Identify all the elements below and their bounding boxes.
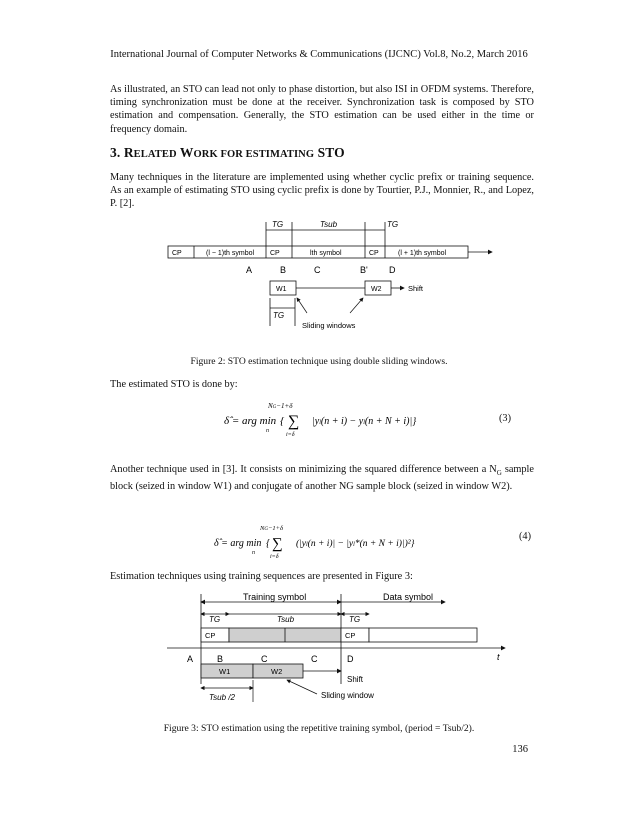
section-ork: ORK FOR ESTIMATING: [193, 149, 315, 160]
svg-text:i=δ: i=δ: [286, 432, 295, 438]
fig3-point-c2: C: [311, 654, 318, 664]
figure-3-caption: Figure 3: STO estimation using the repetitive training symbol, (period = Tsub/2).: [163, 723, 475, 734]
svg-text:NG−1+δ: NG−1+δ: [260, 525, 284, 532]
section-elated: ELATED: [133, 149, 177, 160]
fig2-prev-symbol: (l − 1)th symbol: [206, 250, 255, 257]
fig2-sliding-windows: Sliding windows: [302, 321, 356, 330]
fig3-point-d: D: [347, 654, 354, 664]
fig2-next-symbol: (l + 1)th symbol: [398, 250, 447, 257]
fig2-w2: W2: [371, 286, 382, 293]
fig3-tsub2: Tsub /2: [209, 693, 235, 702]
fig2-shift: Shift: [408, 284, 424, 293]
fig3-w2: W2: [271, 667, 283, 676]
section-heading: [110, 145, 345, 161]
section-number: 3.: [110, 145, 121, 160]
svg-text:δ̂ = arg min: δ̂ = arg min: [224, 415, 277, 427]
paragraph-related: Many techniques in the literature are implemented using whether cyclic prefix or training sequence. As an example of estimating STO using cyclic prefix is done by Tourtier, P.J., Monnier, R., and Lopez, P. [2].: [110, 172, 534, 210]
equation-4-number: (4): [519, 531, 532, 542]
svg-text:n: n: [252, 550, 255, 556]
section-w: W: [179, 145, 194, 160]
fig2-tg-label-1: TG: [272, 220, 284, 229]
svg-text:δ̂ = arg min: δ̂ = arg min: [214, 538, 262, 549]
fig2-cp-2: CP: [270, 250, 280, 257]
svg-text:n: n: [266, 428, 269, 434]
fig2-cp-1: CP: [172, 250, 182, 257]
section-sto: STO: [317, 145, 345, 160]
fig3-sliding-window: Sliding window: [321, 691, 374, 700]
para4-subscript: G: [496, 469, 502, 478]
svg-text:{: {: [280, 415, 285, 427]
svg-text:{: {: [266, 538, 270, 549]
journal-header: International Journal of Computer Networks & Communications (IJCNC) Vol.8, No.2, March 2016: [110, 49, 528, 60]
fig2-tg-label-2: TG: [387, 220, 399, 229]
para4-text-a: Another technique used in [3]. It consists on minimizing the squared difference between a N: [110, 464, 497, 475]
fig3-w1: W1: [219, 667, 231, 676]
svg-text:(|yl(n + i)| − |yl*(n + N + i): (|yl(n + i)| − |yl*(n + N + i)|)²}: [296, 539, 415, 549]
equation-3-number: (3): [499, 413, 512, 424]
svg-text:∑: ∑: [272, 536, 283, 552]
page-number: 136: [512, 744, 528, 755]
section-r: R: [123, 145, 134, 160]
fig3-tg-label-1: TG: [209, 615, 221, 624]
paragraph-intro: As illustrated, an STO can lead not only to phase distortion, but also ISI in OFDM systems. Therefore, timing synchronization must be done at the receiver. Synchronization task is composed by STO estimation and compensation. Generally, the STO estimation can be used either in the time or frequency domain.: [110, 84, 534, 135]
svg-text:NG−1+δ: NG−1+δ: [268, 402, 293, 410]
fig3-data-label: Data symbol: [383, 592, 434, 602]
fig3-training-label: Training symbol: [243, 592, 307, 602]
fig3-tsub-label: Tsub: [277, 615, 295, 624]
paragraph-estimated: The estimated STO is done by:: [110, 379, 238, 390]
fig2-tg-bottom: TG: [273, 311, 285, 320]
fig2-tsub-label: Tsub: [320, 220, 338, 229]
para4-text-b: sample block (seized in window W1) and conjugate of another NG sample block (seized in window W2).: [110, 464, 534, 493]
fig2-point-c: C: [314, 265, 321, 275]
fig3-point-c1: C: [261, 654, 268, 664]
figure-3-diagram: [165, 590, 515, 710]
fig3-cp-2: CP: [345, 631, 356, 640]
svg-text:∑: ∑: [288, 413, 300, 430]
fig3-tg-label-2: TG: [349, 615, 361, 624]
equation-4: [210, 520, 470, 560]
fig3-shift: Shift: [347, 675, 364, 684]
fig2-point-bprime: B': [360, 265, 368, 275]
equation-3: [220, 396, 450, 438]
fig2-point-b: B: [280, 265, 287, 275]
figure-2-caption: Figure 2: STO estimation technique using double sliding windows.: [190, 356, 448, 367]
fig3-point-b: B: [217, 654, 224, 664]
paragraph-estimation: Estimation techniques using training sequences are presented in Figure 3:: [110, 571, 413, 582]
fig2-cp-3: CP: [369, 250, 379, 257]
svg-text:i=δ: i=δ: [270, 554, 279, 560]
fig3-t: t: [497, 652, 500, 662]
fig2-w1: W1: [276, 286, 287, 293]
fig2-cur-symbol: lth symbol: [310, 250, 342, 257]
fig2-point-d: D: [389, 265, 396, 275]
figure-2-diagram: [160, 218, 500, 333]
fig3-point-a: A: [187, 654, 194, 664]
svg-text:|yl(n + i) − yl(n + N + i)|}: |yl(n + i) − yl(n + N + i)|}: [312, 416, 417, 427]
fig3-cp-1: CP: [205, 631, 216, 640]
fig2-point-a: A: [246, 265, 253, 275]
paragraph-another: [110, 463, 534, 493]
